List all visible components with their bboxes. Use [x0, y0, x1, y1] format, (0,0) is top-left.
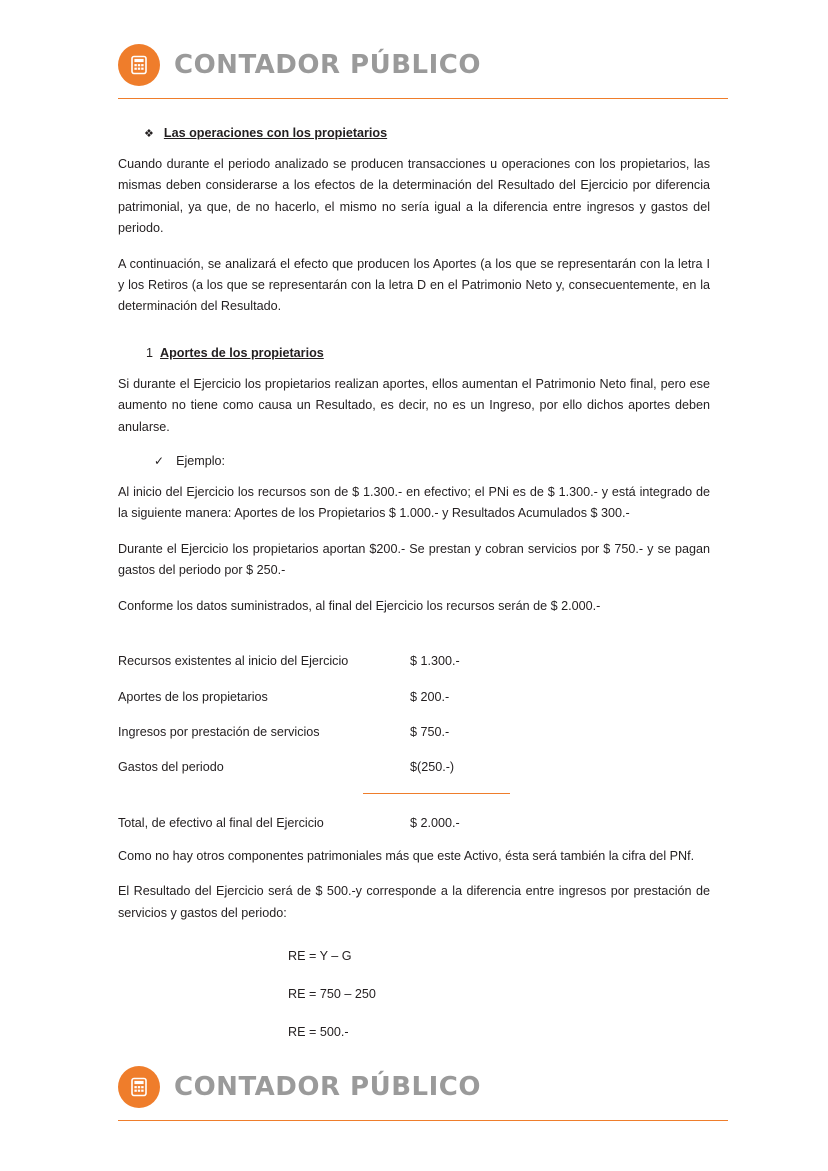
table-row	[118, 651, 710, 672]
figure-label: Aportes de los propietarios	[118, 689, 268, 704]
calculator-icon	[118, 1066, 160, 1108]
section-heading	[144, 126, 710, 140]
figures-table	[118, 651, 710, 830]
footer-divider	[118, 1120, 728, 1121]
equation-line: RE = Y – G	[288, 948, 352, 963]
figure-value: $(250.-)	[410, 760, 455, 775]
closing-paragraph-1: Como no hay otros componentes patrimoniales más que este Activo, ésta será también la cifra del PNf.	[118, 848, 695, 863]
figure-label: Recursos existentes al inicio del Ejercicio	[118, 654, 349, 669]
figure-value: $ 750.-	[410, 724, 450, 739]
equation-line: RE = 500.-	[288, 1025, 349, 1040]
diamond-bullet-icon: ❖	[144, 128, 154, 140]
brand-title: CONTADOR PÚBLICO	[174, 1072, 481, 1102]
table-row-total	[118, 816, 710, 830]
table-row	[118, 687, 710, 708]
table-row	[118, 757, 710, 778]
figure-value: $ 1.300.-	[410, 654, 460, 669]
subsection-heading	[146, 346, 710, 360]
subsection-number: 1	[146, 345, 154, 360]
figure-label: Ingresos por prestación de servicios	[118, 724, 320, 739]
example-heading	[154, 454, 710, 468]
header-divider	[118, 98, 728, 99]
figure-label: Gastos del periodo	[118, 760, 224, 775]
subsection-paragraph-3: Durante el Ejercicio los propietarios aportan $200.- Se prestan y cobran servicios por $ 750.- y se pagan gastos del periodo por $ 250.-	[118, 541, 710, 578]
example-label: Ejemplo:	[176, 454, 226, 469]
brand-title: CONTADOR PÚBLICO	[174, 50, 481, 80]
subsection-heading-text: Aportes de los propietarios	[160, 345, 324, 360]
equation-line: RE = 750 – 250	[288, 987, 376, 1002]
check-bullet-icon: ✓	[154, 454, 165, 469]
table-row	[118, 722, 710, 743]
closing-paragraph-2: El Resultado del Ejercicio será de $ 500.-y corresponde a la diferencia entre ingresos por prestación de servicios y gastos del periodo:	[118, 884, 710, 920]
section-paragraph-2: A continuación, se analizará el efecto que producen los Aportes (a los que se representarán con la letra I y los Retiros (a los que se representarán con la letra D en el Patrimonio Neto y, consecuentemente, en la determinación del Resultado.	[118, 256, 710, 314]
figure-total-label: Total, de efectivo al final del Ejercicio	[118, 815, 324, 830]
page-header	[118, 44, 728, 86]
subsection-paragraph-1: Si durante el Ejercicio los propietarios realizan aportes, ellos aumentan el Patrimonio Neto final, pero ese aumento no tiene como causa un Resultado, es decir, no es un Ingreso, por ello dichos aportes deben anularse.	[118, 376, 710, 434]
section-heading-text: Las operaciones con los propietarios	[163, 126, 388, 140]
figure-value: $ 200.-	[410, 689, 450, 704]
page-footer	[118, 1066, 728, 1108]
calculator-icon	[118, 44, 160, 86]
document-content	[118, 126, 710, 1060]
subsection-paragraph-4: Conforme los datos suministrados, al final del Ejercicio los recursos serán de $ 2.000.-	[118, 598, 601, 613]
figure-total-value: $ 2.000.-	[410, 815, 460, 830]
figures-sum-divider	[363, 793, 510, 794]
section-paragraph-1: Cuando durante el periodo analizado se producen transacciones u operaciones con los propietarios, las mismas deben considerarse a los efectos de la determinación del Resultado del Ejercicio por diferencia patrimonial, ya que, de no hacerlo, el mismo no sería igual a la diferencia entre ingresos y gastos del periodo.	[118, 157, 710, 236]
subsection-paragraph-2: Al inicio del Ejercicio los recursos son de $ 1.300.- en efectivo; el PNi es de $ 1.300.- y está integrado de la siguiente manera: Aportes de los Propietarios $ 1.000.- y Resultados Acumulados $ 300.-	[118, 485, 710, 521]
